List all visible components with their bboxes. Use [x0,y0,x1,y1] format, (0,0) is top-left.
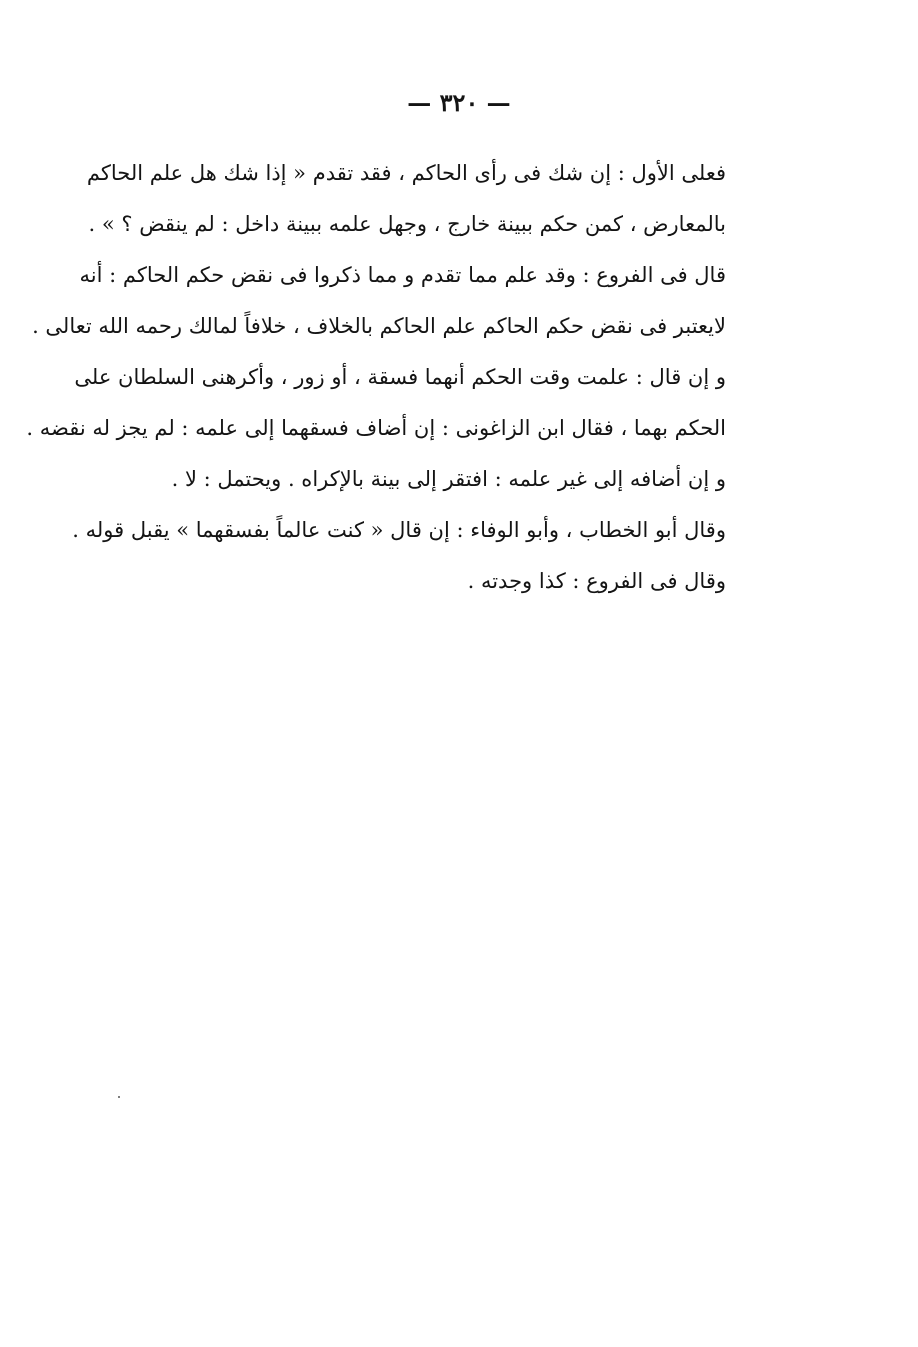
text-line: الحكم بهما ، فقال ابن الزاغونى : إن أضاف فسقهما إلى علمه : لم يجز له نقضه . [26,416,726,440]
text-line: بالمعارض ، كمن حكم ببينة خارج ، وجهل علمه ببينة داخل : لم ينقض ؟ » . [88,212,726,236]
page-number: — ٣٢٠ — [407,88,511,117]
text-line: و إن قال : علمت وقت الحكم أنهما فسقة ، أو زور ، وأكرهنى السلطان على [74,365,726,389]
text-line: وقال فى الفروع : كذا وجدته . [467,569,726,593]
text-line: و إن أضافه إلى غير علمه : افتقر إلى بينة بالإكراه . ويحتمل : لا . [171,467,726,491]
page-body-text [26,148,726,607]
text-line: فعلى الأول : إن شك فى رأى الحاكم ، فقد تقدم « إذا شك هل علم الحاكم [86,161,726,185]
text-line: وقال أبو الخطاب ، وأبو الوفاء : إن قال « كنت عالماً بفسقهما » يقبل قوله . [72,518,726,542]
text-line: قال فى الفروع : وقد علم مما تقدم و مما ذكروا فى نقض حكم الحاكم : أنه [79,263,726,287]
text-line: لايعتبر فى نقض حكم الحاكم علم الحاكم بالخلاف ، خلافاً لمالك رحمه الله تعالى . [32,314,726,338]
scan-speck [118,1096,120,1098]
